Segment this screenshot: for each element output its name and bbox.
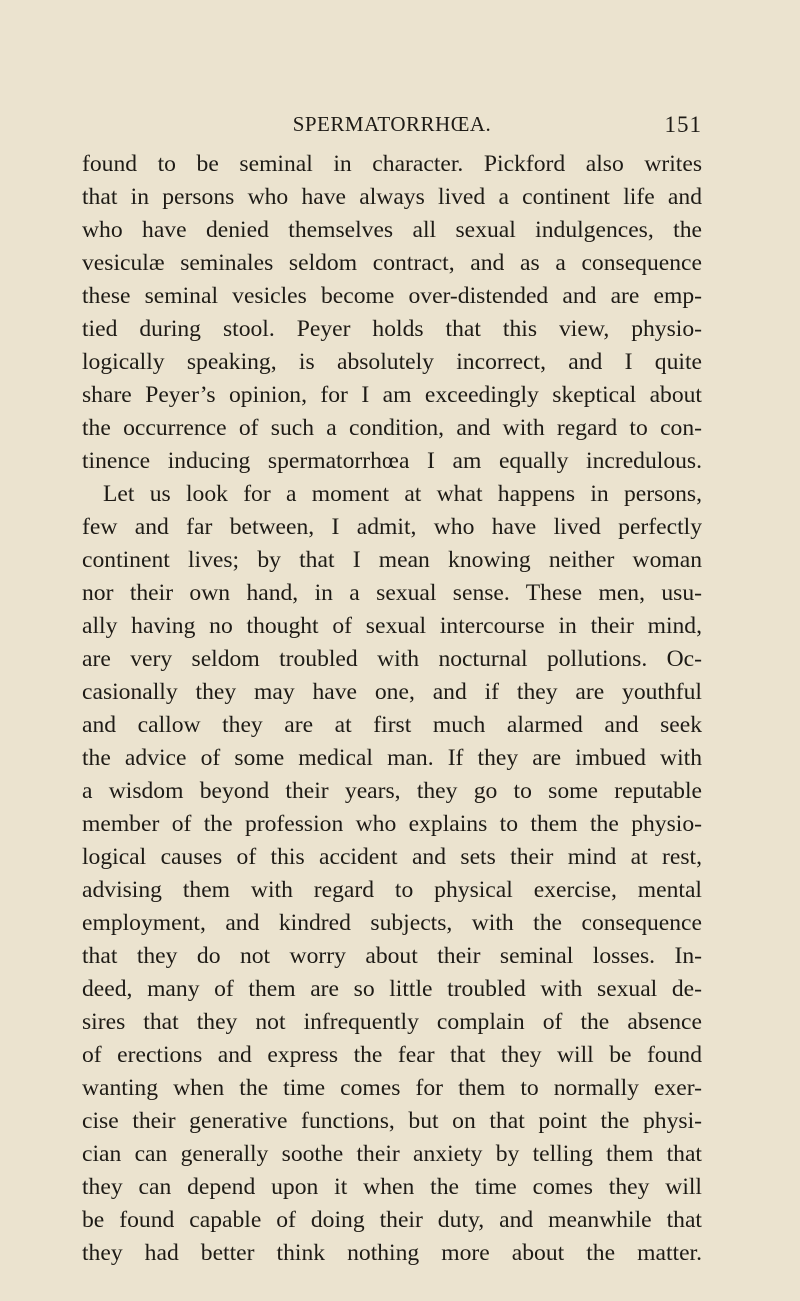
text-line: and callow they are at first much alarmed and seek <box>82 712 702 738</box>
text-line: casionally they may have one, and if they are youthful <box>82 679 702 705</box>
text-line: nor their own hand, in a sexual sense. These men, usu- <box>82 580 702 606</box>
text-line: these seminal vesicles become over-distended and are emp- <box>82 283 702 309</box>
text-line: logical causes of this accident and sets their mind at rest, <box>82 844 702 870</box>
text-line: continent lives; by that I mean knowing neither woman <box>82 547 702 573</box>
text-line: logically speaking, is absolutely incorrect, and I quite <box>82 349 702 375</box>
text-line: the advice of some medical man. If they are imbued with <box>82 745 702 771</box>
text-line: tied during stool. Peyer holds that this view, physio- <box>82 316 702 342</box>
running-head <box>82 112 702 142</box>
text-line: few and far between, I admit, who have lived perfectly <box>82 514 702 540</box>
text-line: found to be seminal in character. Pickford also writes <box>82 151 702 177</box>
text-line: they had better think nothing more about the matter. <box>82 1240 702 1266</box>
text-line: of erections and express the fear that they will be found <box>82 1042 702 1068</box>
page-number: 151 <box>664 112 702 137</box>
paragraph-start-line: Let us look for a moment at what happens in persons, <box>103 481 702 507</box>
text-line: the occurrence of such a condition, and with regard to con- <box>82 415 702 441</box>
text-line: that they do not worry about their seminal losses. In- <box>82 943 702 969</box>
body-text <box>82 148 702 1270</box>
text-line: employment, and kindred subjects, with the consequence <box>82 910 702 936</box>
text-line: sires that they not infrequently complain of the absence <box>82 1009 702 1035</box>
text-line: advising them with regard to physical exercise, mental <box>82 877 702 903</box>
text-line: cian can generally soothe their anxiety by telling them that <box>82 1141 702 1167</box>
text-line: who have denied themselves all sexual indulgences, the <box>82 217 702 243</box>
text-line: cise their generative functions, but on that point the physi- <box>82 1108 702 1134</box>
text-line: member of the profession who explains to them the physio- <box>82 811 702 837</box>
text-line: are very seldom troubled with nocturnal pollutions. Oc- <box>82 646 702 672</box>
text-line: vesiculæ seminales seldom contract, and as a consequence <box>82 250 702 276</box>
text-line: they can depend upon it when the time comes they will <box>82 1174 702 1200</box>
text-line: deed, many of them are so little troubled with sexual de- <box>82 976 702 1002</box>
text-line: be found capable of doing their duty, and meanwhile that <box>82 1207 702 1233</box>
running-title: SPERMATORRHŒA. <box>292 112 492 136</box>
text-line: a wisdom beyond their years, they go to some reputable <box>82 778 702 804</box>
text-line: share Peyer’s opinion, for I am exceedingly skeptical about <box>82 382 702 408</box>
text-line: tinence inducing spermatorrhœa I am equally incredulous. <box>82 448 702 474</box>
text-line: ally having no thought of sexual intercourse in their mind, <box>82 613 702 639</box>
text-line: wanting when the time comes for them to normally exer- <box>82 1075 702 1101</box>
text-line: that in persons who have always lived a continent life and <box>82 184 702 210</box>
